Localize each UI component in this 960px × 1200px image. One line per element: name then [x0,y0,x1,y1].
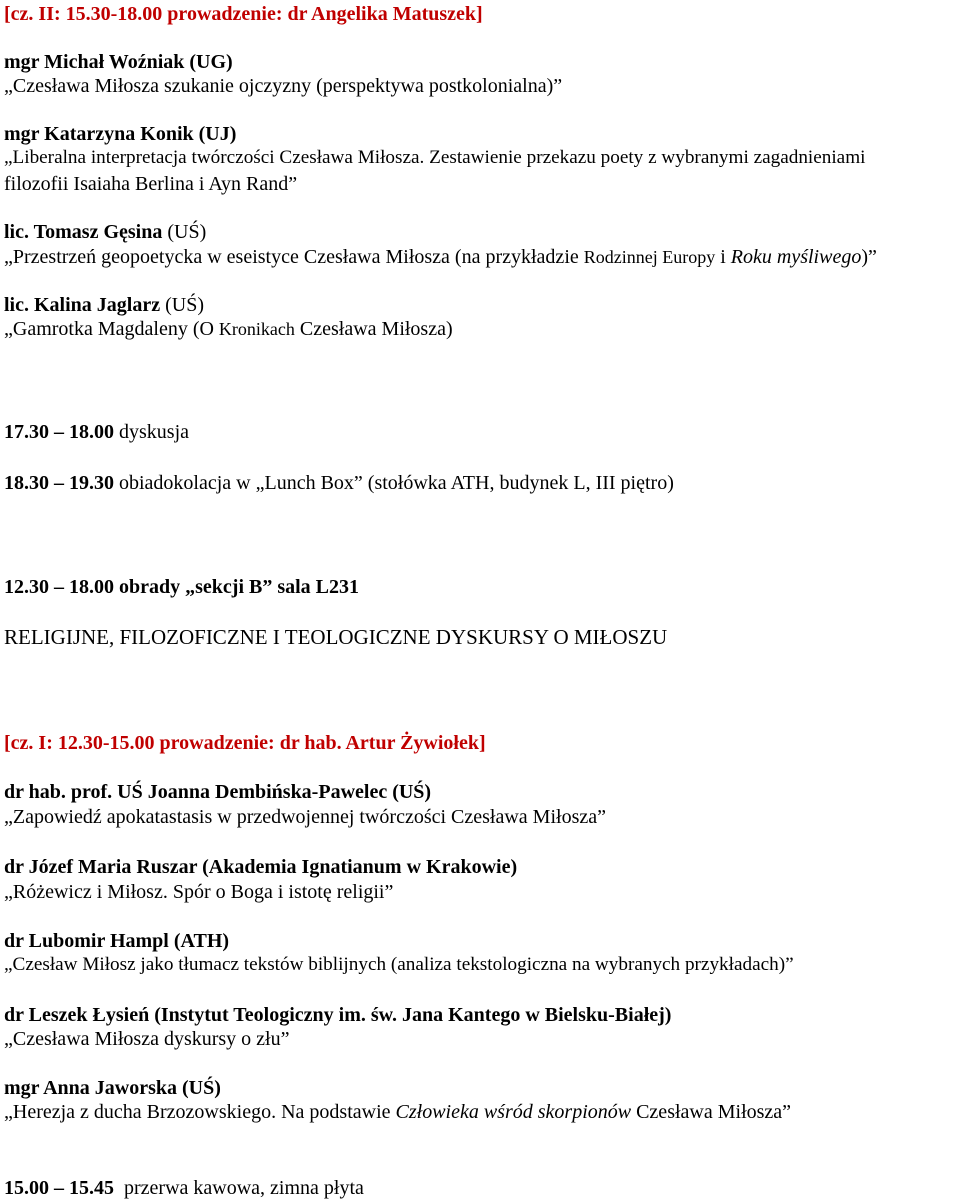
talk-title: „Czesława Miłosza dyskursy o złu” [4,1028,290,1050]
title-part: )” [861,246,877,268]
title-part: Czesława Miłosza” [631,1101,792,1123]
talk-title-continued: filozofii Isaiaha Berlina i Ayn Rand” [4,173,298,195]
activity: obiadokolacja w „Lunch Box” (stołówka ATH, budynek L, III piętro) [114,472,674,494]
title-part: Czesława Miłosza) [294,318,453,340]
section-b-title: RELIGIJNE, FILOZOFICZNE I TEOLOGICZNE DYSKURSY O MIŁOSZU [4,625,668,649]
book-title: Roku myśliwego [730,246,862,268]
speaker-name: lic. Tomasz Gęsina [4,221,163,243]
lunch-slot [4,471,674,495]
activity: przerwa kawowa, zimna płyta [114,1177,364,1199]
title-part: „Herezja z ducha Brzozowskiego. Na podstawie [4,1101,396,1123]
speaker: dr Józef Maria Ruszar (Akademia Ignatianum w Krakowie) [4,856,518,878]
speaker [4,293,204,317]
speaker-name: lic. Kalina Jaglarz [4,294,161,316]
time: 12.30 – 18.00 [4,576,114,598]
speaker: dr Lubomir Hampl (ATH) [4,930,230,952]
speaker-affiliation: (UŚ) [162,221,207,243]
speaker-affiliation: (UŚ) [160,294,204,316]
talk-title [4,245,877,269]
session-header: [cz. II: 15.30-18.00 prowadzenie: dr Angelika Matuszek] [4,3,483,25]
book-title: Rodzinnej Europy [583,247,716,267]
title-part: „Gamrotka Magdaleny (O [4,318,219,340]
time: 17.30 – 18.00 [4,421,114,443]
speaker: dr Leszek Łysień (Instytut Teologiczny im. św. Jana Kantego w Bielsku-Białej) [4,1004,672,1026]
talk-title: „Liberalna interpretacja twórczości Czesława Miłosza. Zestawienie przekazu poety z wybranymi zagadnieniami [4,147,866,168]
talk-title: „Czesław Miłosz jako tłumacz tekstów biblijnych (analiza tekstologiczna na wybranych przykładach)” [4,954,794,975]
speaker: dr hab. prof. UŚ Joanna Dembińska-Pawelec (UŚ) [4,781,432,803]
time: 15.00 – 15.45 [4,1177,114,1199]
title-part: „Przestrzeń geopoetycka w eseistyce Czesława Miłosza (na przykładzie [4,246,584,268]
session-header: [cz. I: 12.30-15.00 prowadzenie: dr hab. Artur Żywiołek] [4,732,486,754]
discussion-slot [4,420,189,444]
coffee-break-slot [4,1176,364,1200]
speaker: mgr Michał Woźniak (UG) [4,51,233,73]
section-label: obrady „sekcji B” sala L231 [114,576,360,598]
speaker: mgr Anna Jaworska (UŚ) [4,1077,221,1099]
talk-title: „Zapowiedź apokatastasis w przedwojennej twórczości Czesława Miłosza” [4,806,606,828]
book-title: Kronikach [218,319,295,339]
talk-title: „Różewicz i Miłosz. Spór o Boga i istotę religii” [4,881,394,903]
speaker: mgr Katarzyna Konik (UJ) [4,123,237,145]
talk-title [4,317,453,341]
talk-title: „Czesława Miłosza szukanie ojczyzny (perspektywa postkolonialna)” [4,75,563,97]
speaker [4,220,206,244]
book-title: Człowieka wśród skorpionów [395,1101,632,1123]
talk-title [4,1100,791,1124]
activity: dyskusja [114,421,189,443]
title-part: i [715,246,731,268]
section-b-heading [4,575,359,599]
time: 18.30 – 19.30 [4,472,114,494]
